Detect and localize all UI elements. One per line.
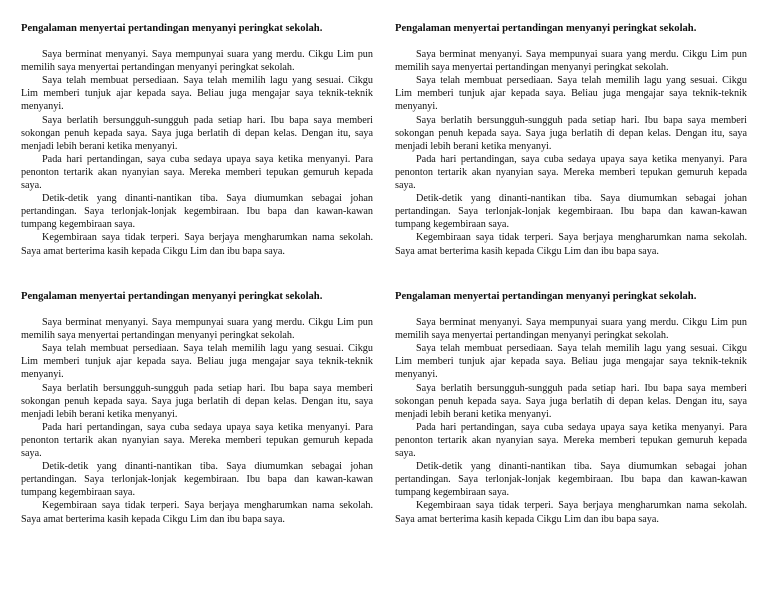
essay-paragraph: Saya berminat menyanyi. Saya mempunyai suara yang merdu. Cikgu Lim pun memilih saya menyertai pertandingan menyanyi peringkat sekolah. bbox=[395, 317, 747, 342]
essay-paragraph: Kegembiraan saya tidak terperi. Saya berjaya mengharumkan nama sekolah. Saya amat berterima kasih kepada Cikgu Lim dan ibu bapa saya. bbox=[21, 232, 373, 257]
essay-paragraph: Pada hari pertandingan, saya cuba sedaya upaya saya ketika menyanyi. Para penonton tertarik akan nyanyian saya. Mereka memberi tepukan gemuruh kepada saya. bbox=[21, 153, 373, 192]
essay-paragraph: Saya berlatih bersungguh-sungguh pada setiap hari. Ibu bapa saya memberi sokongan penuh kepada saya. Saya juga berlatih di depan kelas. Dengan itu, saya menjadi lebih berani ketika menyanyi. bbox=[395, 382, 747, 420]
essay-copy-bottom-right bbox=[395, 290, 747, 526]
essay-paragraph: Pada hari pertandingan, saya cuba sedaya upaya saya ketika menyanyi. Para penonton tertarik akan nyanyian saya. Mereka memberi tepukan gemuruh kepada saya. bbox=[395, 153, 747, 192]
essay-paragraph: Saya telah membuat persediaan. Saya telah memilih lagu yang sesuai. Cikgu Lim memberi tunjuk ajar kepada saya. Beliau juga mengajar saya teknik-teknik menyanyi. bbox=[395, 75, 747, 113]
essay-paragraph: Detik-detik yang dinanti-nantikan tiba. Saya diumumkan sebagai johan pertandingan. Saya terlonjak-lonjak kegembiraan. Ibu bapa dan kawan-kawan tumpang kegembiraan saya. bbox=[395, 193, 747, 231]
essay-copy-bottom-left bbox=[21, 290, 373, 526]
essay-copy-top-left bbox=[21, 22, 373, 258]
essay-paragraph: Saya telah membuat persediaan. Saya telah memilih lagu yang sesuai. Cikgu Lim memberi tunjuk ajar kepada saya. Beliau juga mengajar saya teknik-teknik menyanyi. bbox=[395, 343, 747, 381]
essay-paragraph: Kegembiraan saya tidak terperi. Saya berjaya mengharumkan nama sekolah. Saya amat berterima kasih kepada Cikgu Lim dan ibu bapa saya. bbox=[395, 232, 747, 257]
essay-paragraph: Saya berlatih bersungguh-sungguh pada setiap hari. Ibu bapa saya memberi sokongan penuh kepada saya. Saya juga berlatih di depan kelas. Dengan itu, saya menjadi lebih berani ketika menyanyi. bbox=[21, 114, 373, 152]
essay-title: Pengalaman menyertai pertandingan menyanyi peringkat sekolah. bbox=[395, 23, 697, 34]
essay-paragraph: Pada hari pertandingan, saya cuba sedaya upaya saya ketika menyanyi. Para penonton tertarik akan nyanyian saya. Mereka memberi tepukan gemuruh kepada saya. bbox=[21, 421, 373, 460]
essay-paragraph: Pada hari pertandingan, saya cuba sedaya upaya saya ketika menyanyi. Para penonton tertarik akan nyanyian saya. Mereka memberi tepukan gemuruh kepada saya. bbox=[395, 421, 747, 460]
essay-title: Pengalaman menyertai pertandingan menyanyi peringkat sekolah. bbox=[21, 23, 323, 34]
essay-paragraph: Kegembiraan saya tidak terperi. Saya berjaya mengharumkan nama sekolah. Saya amat berterima kasih kepada Cikgu Lim dan ibu bapa saya. bbox=[21, 500, 373, 525]
essay-paragraph: Detik-detik yang dinanti-nantikan tiba. Saya diumumkan sebagai johan pertandingan. Saya terlonjak-lonjak kegembiraan. Ibu bapa dan kawan-kawan tumpang kegembiraan saya. bbox=[21, 193, 373, 231]
essay-paragraph: Saya telah membuat persediaan. Saya telah memilih lagu yang sesuai. Cikgu Lim memberi tunjuk ajar kepada saya. Beliau juga mengajar saya teknik-teknik menyanyi. bbox=[21, 343, 373, 381]
essay-paragraph: Detik-detik yang dinanti-nantikan tiba. Saya diumumkan sebagai johan pertandingan. Saya terlonjak-lonjak kegembiraan. Ibu bapa dan kawan-kawan tumpang kegembiraan saya. bbox=[395, 461, 747, 499]
essay-paragraph: Saya berminat menyanyi. Saya mempunyai suara yang merdu. Cikgu Lim pun memilih saya menyertai pertandingan menyanyi peringkat sekolah. bbox=[395, 49, 747, 74]
essay-copy-top-right bbox=[395, 22, 747, 258]
essay-paragraph: Kegembiraan saya tidak terperi. Saya berjaya mengharumkan nama sekolah. Saya amat berterima kasih kepada Cikgu Lim dan ibu bapa saya. bbox=[395, 500, 747, 525]
essay-paragraph: Saya berlatih bersungguh-sungguh pada setiap hari. Ibu bapa saya memberi sokongan penuh kepada saya. Saya juga berlatih di depan kelas. Dengan itu, saya menjadi lebih berani ketika menyanyi. bbox=[21, 382, 373, 420]
essay-title: Pengalaman menyertai pertandingan menyanyi peringkat sekolah. bbox=[395, 291, 697, 302]
essay-paragraph: Saya telah membuat persediaan. Saya telah memilih lagu yang sesuai. Cikgu Lim memberi tunjuk ajar kepada saya. Beliau juga mengajar saya teknik-teknik menyanyi. bbox=[21, 75, 373, 113]
essay-paragraph: Saya berminat menyanyi. Saya mempunyai suara yang merdu. Cikgu Lim pun memilih saya menyertai pertandingan menyanyi peringkat sekolah. bbox=[21, 49, 373, 74]
essay-paragraph: Detik-detik yang dinanti-nantikan tiba. Saya diumumkan sebagai johan pertandingan. Saya terlonjak-lonjak kegembiraan. Ibu bapa dan kawan-kawan tumpang kegembiraan saya. bbox=[21, 461, 373, 499]
essay-paragraph: Saya berminat menyanyi. Saya mempunyai suara yang merdu. Cikgu Lim pun memilih saya menyertai pertandingan menyanyi peringkat sekolah. bbox=[21, 317, 373, 342]
essay-title: Pengalaman menyertai pertandingan menyanyi peringkat sekolah. bbox=[21, 291, 323, 302]
essay-paragraph: Saya berlatih bersungguh-sungguh pada setiap hari. Ibu bapa saya memberi sokongan penuh kepada saya. Saya juga berlatih di depan kelas. Dengan itu, saya menjadi lebih berani ketika menyanyi. bbox=[395, 114, 747, 152]
